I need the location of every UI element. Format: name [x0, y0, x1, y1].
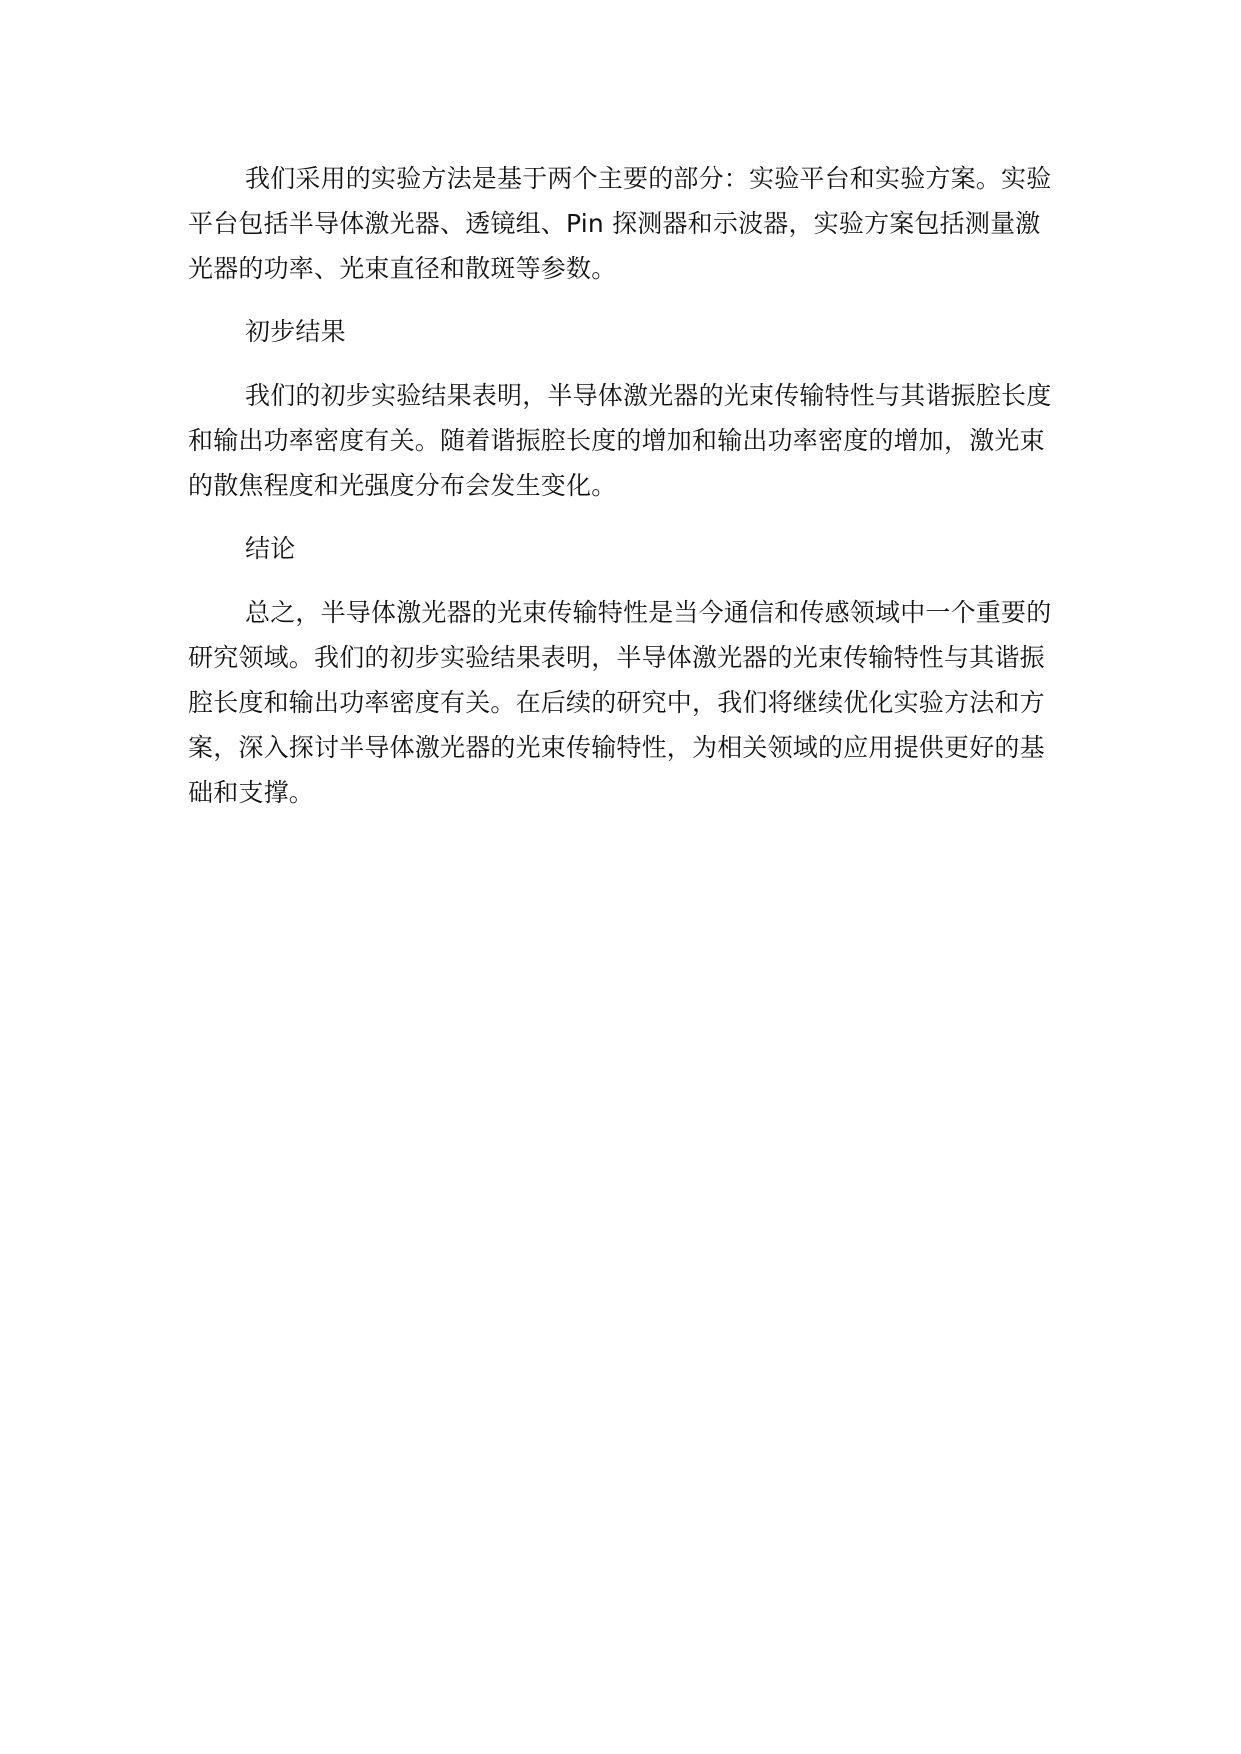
paragraph-gap: [188, 571, 1058, 590]
paragraph-gap: [188, 291, 1058, 309]
conclusion-heading: 结论: [245, 534, 296, 563]
results-heading: 初步结果: [245, 317, 346, 346]
paragraph-gap: [188, 354, 1058, 373]
method-paragraph: 我们采用的实验方法是基于两个主要的部分：实验平台和实验方案。实验平台包括半导体激光器、透镜组、Pin 探测器和示波器，实验方案包括测量激光器的功率、光束直径和散斑等参数。: [188, 164, 1052, 283]
results-paragraph: 我们的初步实验结果表明，半导体激光器的光束传输特性与其谐振腔长度和输出功率密度有关。随着谐振腔长度的增加和输出功率密度的增加，激光束的散焦程度和光强度分布会发生变化。: [188, 381, 1052, 500]
document-body: [188, 156, 1058, 815]
conclusion-paragraph: 总之，半导体激光器的光束传输特性是当今通信和传感领域中一个重要的研究领域。我们的初步实验结果表明，半导体激光器的光束传输特性与其谐振腔长度和输出功率密度有关。在后续的研究中，我们将继续优化实验方法和方案，深入探讨半导体激光器的光束传输特性，为相关领域的应用提供更好的基础和支撑。: [188, 598, 1052, 807]
paragraph-gap: [188, 508, 1058, 526]
